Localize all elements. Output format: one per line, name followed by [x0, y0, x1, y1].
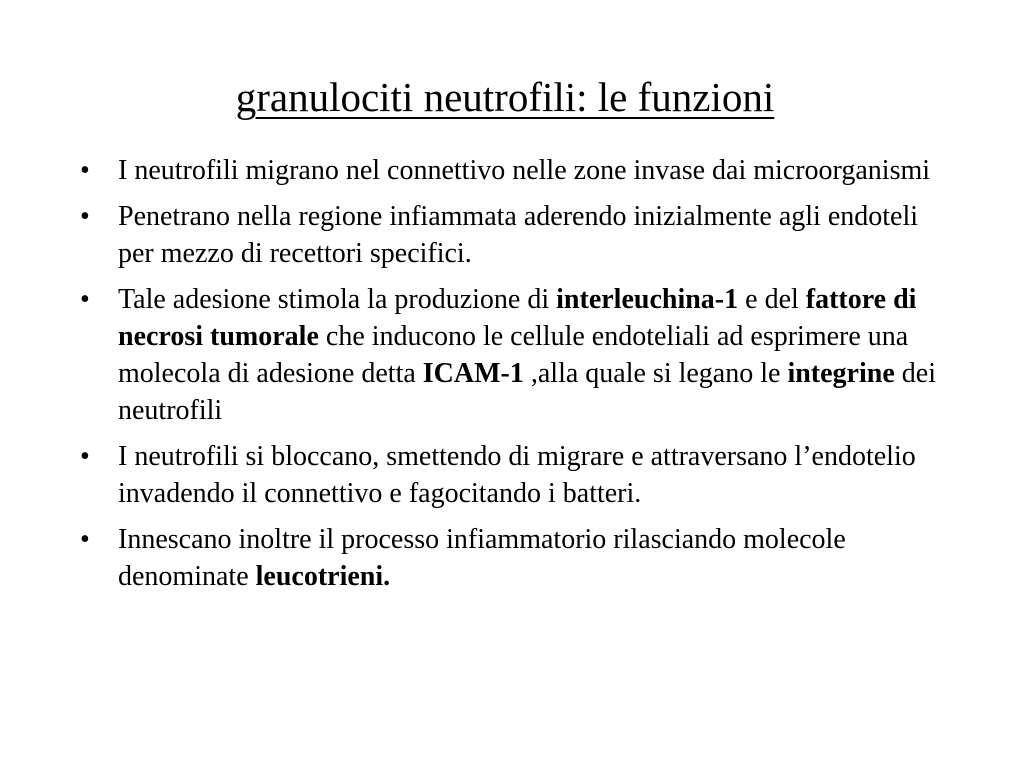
bullet-text-2: [118, 284, 936, 426]
text-segment: I neutrofili si bloccano, smettendo di migrare e attraversano l’endotelio invadendo il connettivo e fagocitando i batteri.: [118, 441, 916, 509]
bullet-text-3: [118, 441, 916, 509]
bullet-item-4: [78, 521, 938, 595]
bullet-item-2: [78, 281, 938, 429]
emphasis-fattore-necrosi-tumorale: fattore di necrosi tumorale: [118, 284, 917, 352]
emphasis-leucotrieni: leucotrieni.: [255, 561, 391, 592]
bullet-text-0: [118, 155, 930, 186]
text-segment: Penetrano nella regione infiammata aderendo inizialmente agli endoteli per mezzo di recettori specifici.: [118, 201, 919, 269]
emphasis-integrine: integrine: [787, 358, 895, 389]
bullet-text-4: [118, 524, 846, 592]
text-segment: che inducono le cellule endoteliali ad esprimere una molecola di adesione detta: [118, 321, 909, 389]
bullet-marker: •: [80, 524, 90, 555]
text-segment: dei neutrofili: [118, 358, 936, 426]
text-segment: e del: [738, 284, 806, 315]
slide-title: granulociti neutrofili: le funzioni: [235, 74, 775, 120]
bullet-list: [78, 152, 938, 604]
text-segment: ,alla quale si legano le: [523, 358, 788, 389]
text-segment: I neutrofili migrano nel connettivo nelle zone invase dai microorganismi: [118, 155, 931, 186]
text-segment: Tale adesione stimola la produzione di: [118, 284, 557, 315]
bullet-item-3: [78, 438, 938, 512]
emphasis-icam-1: ICAM-1: [422, 358, 524, 389]
bullet-marker: •: [80, 284, 90, 315]
emphasis-interleuchina-1: interleuchina-1: [556, 284, 739, 315]
bullet-text-1: [118, 201, 918, 269]
bullet-item-1: [78, 198, 938, 272]
text-segment: Innescano inoltre il processo infiammatorio rilasciando molecole denominate: [118, 524, 846, 592]
bullet-item-0: [78, 152, 938, 189]
bullet-marker: •: [80, 201, 90, 232]
bullet-marker: •: [80, 155, 90, 186]
bullet-marker: •: [80, 441, 90, 472]
